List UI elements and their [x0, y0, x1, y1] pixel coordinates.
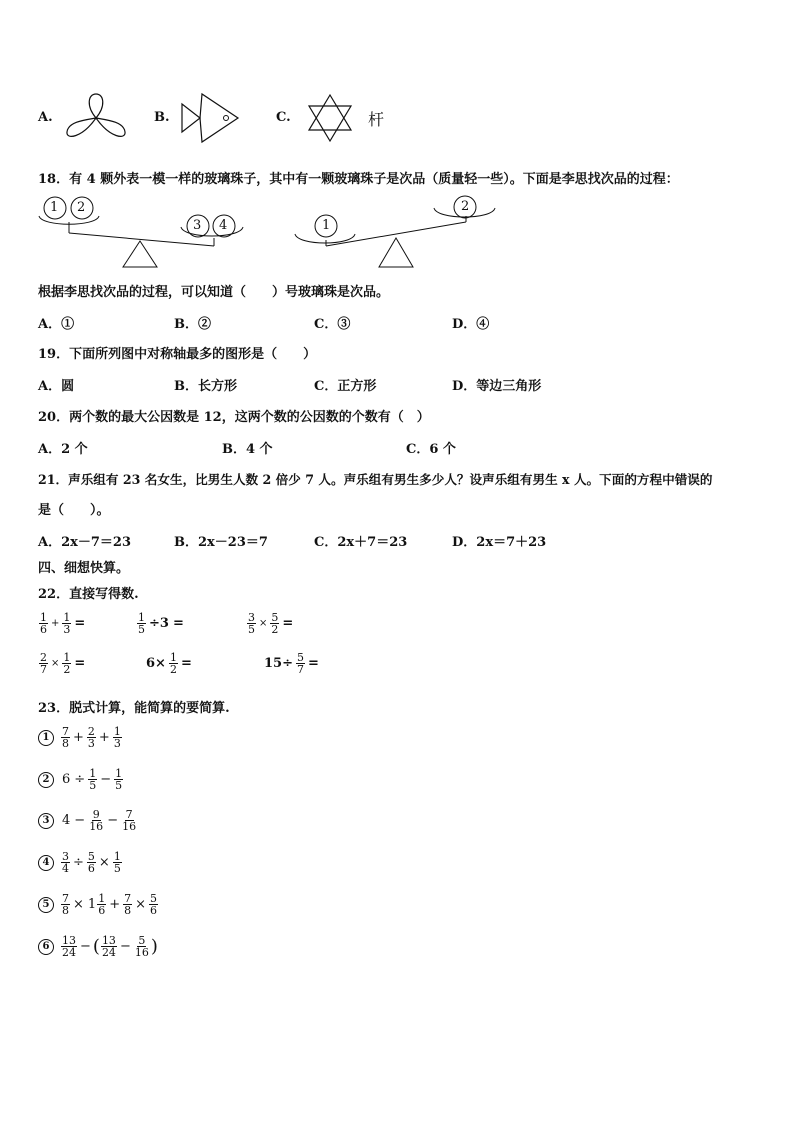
- q18-option-b[interactable]: B．②: [174, 317, 211, 332]
- q19-option-d[interactable]: D．等边三角形: [452, 379, 542, 394]
- q20-option-c[interactable]: C．6 个: [406, 442, 456, 457]
- q18-option-c[interactable]: C．③: [314, 317, 351, 332]
- q23-marker-6: 6: [38, 939, 54, 955]
- q21-stem-line2: 是（ ）。: [38, 503, 110, 518]
- balance1-bead-1: 1: [50, 200, 59, 215]
- q22-item-4: $\frac{2}{7}$ × $\frac{1}{2}$ =: [40, 651, 86, 676]
- q23-expr-1: 1 $\frac{7}{8}$ + $\frac{2}{3}$ + $\frac{1}{3}$: [38, 726, 123, 749]
- q22-item-6: 15÷ $\frac{5}{7}$ =: [264, 651, 319, 676]
- balance2-bead-2: 2: [461, 199, 470, 214]
- q17-option-a-label: A.: [38, 110, 53, 125]
- balance1-bead-2: 2: [77, 200, 86, 215]
- q20-stem: 20．两个数的最大公因数是 12，这两个数的公因数的个数有（ ）: [38, 410, 430, 425]
- q23-stem: 23．脱式计算，能简算的要简算.: [38, 701, 230, 716]
- q23-marker-3: 3: [38, 813, 54, 829]
- q21-option-b[interactable]: B．2x－23＝7: [174, 535, 268, 550]
- q18-option-a[interactable]: A．①: [38, 317, 75, 332]
- q19-option-a[interactable]: A．圆: [38, 379, 75, 394]
- q19-option-c[interactable]: C．正方形: [314, 379, 377, 394]
- q18-question: 根据李思找次品的过程，可以知道（ ）号玻璃珠是次品。: [38, 285, 390, 300]
- q23-marker-2: 2: [38, 772, 54, 788]
- q17-option-b-label: B.: [154, 110, 170, 125]
- q22-item-5: 6× $\frac{1}{2}$ =: [146, 651, 192, 676]
- section-4-title: 四、细想快算。: [38, 561, 130, 576]
- q21-option-c[interactable]: C．2x＋7＝23: [314, 535, 408, 550]
- q23-expr-3: 3 4 − $\frac{9}{16}$ − $\frac{7}{16}$: [38, 809, 138, 832]
- star-of-david-figure: [306, 93, 354, 143]
- q22-item-3: $\frac{3}{5}$ × $\frac{5}{2}$ =: [248, 611, 294, 636]
- q18-option-d[interactable]: D．④: [452, 317, 490, 332]
- q21-option-a[interactable]: A．2x－7＝23: [38, 535, 132, 550]
- q23-marker-1: 1: [38, 730, 54, 746]
- balance2-bead-1: 1: [322, 218, 331, 233]
- q22-stem: 22．直接写得数.: [38, 587, 139, 602]
- trefoil-figure: [64, 92, 128, 142]
- q23-expr-2: 2 6 ÷ $\frac{1}{5}$ − $\frac{1}{5}$: [38, 768, 124, 791]
- q18-stem: 18．有 4 颗外表一模一样的玻璃珠子，其中有一颗玻璃珠子是次品（质量轻一些）。下面是李思找次品的过程：: [38, 172, 679, 187]
- q23-expr-4: 4 $\frac{3}{4}$ ÷ $\frac{5}{6}$ × $\frac{1}{5}$: [38, 851, 123, 874]
- q17-option-c-glyph: 杆: [368, 110, 385, 129]
- q17-option-c-label: C.: [276, 110, 291, 125]
- q23-expr-5: 5 $\frac{7}{8}$ × 1 $\frac{1}{6}$ + $\frac{7}{8}$ × $\frac{5}{6}$: [38, 893, 159, 916]
- q19-option-b[interactable]: B．长方形: [174, 379, 237, 394]
- q22-item-1: $\frac{1}{6}$ + $\frac{1}{3}$ =: [40, 611, 86, 636]
- q20-option-a[interactable]: A．2 个: [38, 442, 88, 457]
- q19-stem: 19．下面所列图中对称轴最多的图形是（ ）: [38, 347, 317, 362]
- q23-expr-6: 6 $\frac{13}{24}$ − ( $\frac{13}{24}$ − $\frac{5}{16}$ ): [38, 935, 158, 958]
- q21-option-d[interactable]: D．2x＝7＋23: [452, 535, 547, 550]
- q20-option-b[interactable]: B．4 个: [222, 442, 273, 457]
- q23-marker-4: 4: [38, 855, 54, 871]
- balance1-bead-4: 4: [219, 218, 228, 233]
- balance-scale-1: [36, 194, 246, 270]
- q23-marker-5: 5: [38, 897, 54, 913]
- fish-figure: [180, 92, 244, 144]
- q21-stem-line1: 21．声乐组有 23 名女生，比男生人数 2 倍少 7 人。声乐组有男生多少人？设声乐组有男生 x 人。下面的方程中错误的: [38, 472, 713, 487]
- balance1-bead-3: 3: [193, 218, 202, 233]
- q22-item-2: $\frac{1}{5}$ ÷3 =: [138, 611, 184, 636]
